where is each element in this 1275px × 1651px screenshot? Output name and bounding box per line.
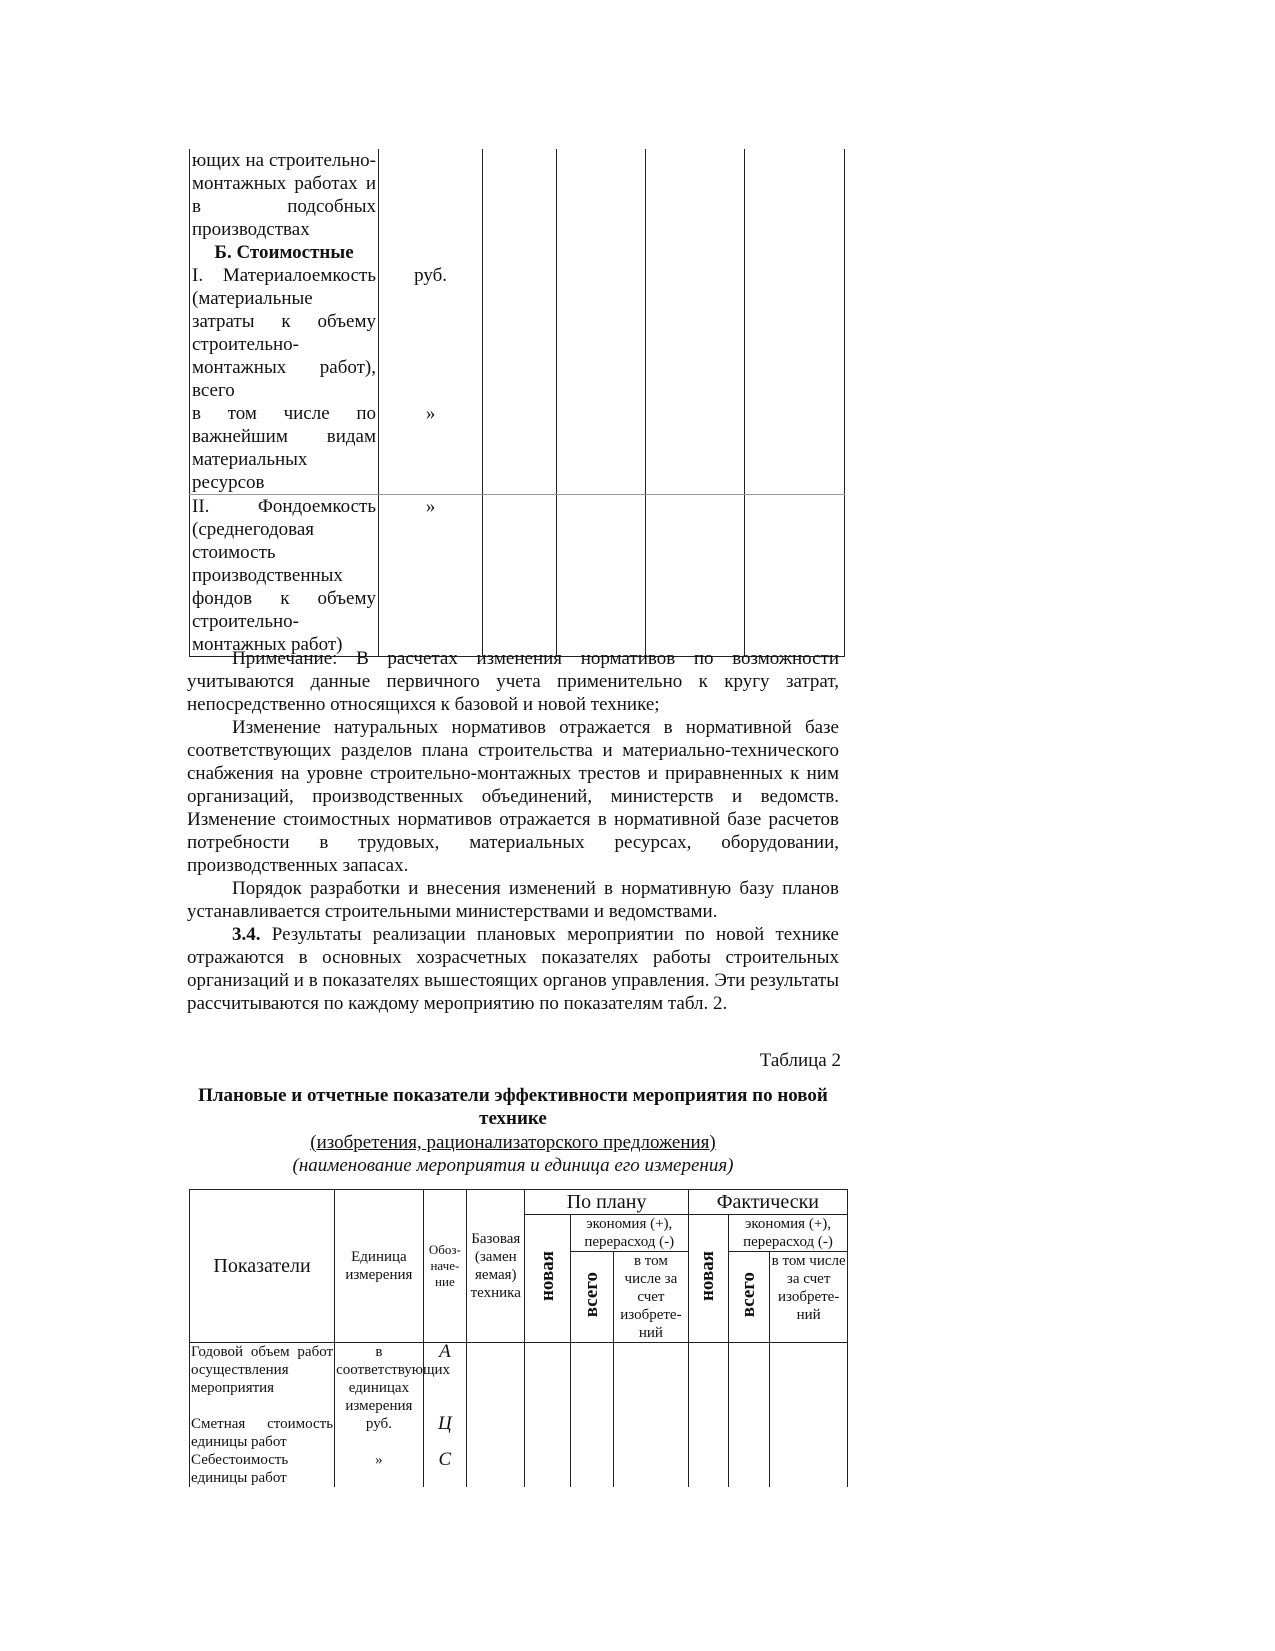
header-actual: Фактически [688, 1190, 847, 1215]
symbol: А [423, 1343, 466, 1416]
paragraph-text: Результаты реализации плановых мероприятии по новой технике отражаются в основных хозрасчетных показателях работы строительных организаций и в показателях вышестоящих органов управления. Эти результаты рассчитываются по каждому мероприятию по показателям табл. 2. [187, 924, 839, 1014]
header-actual-incl: в том числе за счет изобрете-ний [770, 1252, 848, 1343]
table-row [190, 149, 845, 241]
header-plan-economy: экономия (+), перерасход (-) [570, 1215, 688, 1252]
table-row [190, 1343, 848, 1416]
table-row [190, 402, 845, 495]
table-1-continuation [189, 149, 845, 657]
indicator-name: ющих на строительно-монтажных работах и в подсобных производствах [190, 149, 379, 241]
header-actual-economy: экономия (+), перерасход (-) [729, 1215, 848, 1252]
header-actual-total: всего [729, 1252, 770, 1343]
paragraph: Порядок разработки и внесения изменений в нормативную базу планов устанавливается строительными министерствами и ведомствами. [187, 878, 839, 922]
header-symbol: Обоз-наче-ние [423, 1190, 466, 1343]
indicator-name: Себестоимость единицы работ [190, 1451, 335, 1487]
unit: руб. [379, 264, 483, 402]
paragraph-section-3-4 [187, 923, 839, 1015]
body-text [187, 647, 839, 1015]
section-number: 3.4. [232, 924, 261, 945]
subject-text: (изобретения, рационализаторского предложения) [310, 1132, 716, 1153]
unit: руб. [335, 1415, 424, 1451]
table-subject [187, 1131, 839, 1154]
symbol: Ц [423, 1415, 466, 1451]
table-section-row [190, 241, 845, 264]
unit: » [379, 495, 483, 657]
header-plan: По плану [525, 1190, 688, 1215]
header-plan-new: новая [525, 1215, 570, 1343]
header-plan-total: всего [570, 1252, 613, 1343]
header-indicators: Показатели [190, 1190, 335, 1343]
indicator-name: в том числе по важнейшим видам материальных ресурсов [190, 402, 379, 495]
header-plan-incl: в том числе за счет изобрете-ний [614, 1252, 689, 1343]
header-base-tech: Базовая (замен яемая) техника [467, 1190, 525, 1343]
indicator-name: II. Фондоемкость (среднегодовая стоимость производственных фондов к объему строительно-монтажных работ) [190, 495, 379, 657]
table-2 [189, 1189, 848, 1487]
paragraph-note: Примечание: В расчетах изменения нормативов по возможности учитываются данные первичного учета применительно к кругу затрат, непосредственно относящихся к базовой и новой технике; [187, 648, 839, 715]
table-subject-note: (наименование мероприятия и единица его измерения) [292, 1155, 734, 1176]
table-row [190, 495, 845, 657]
section-heading: Б. Стоимостные [190, 241, 379, 264]
unit: » [379, 402, 483, 495]
table-row [190, 1451, 848, 1487]
indicator-name: Сметная стоимость единицы работ [191, 1416, 334, 1450]
indicator-name: I. Материалоемкость (материальные затраты к объему строительно-монтажных работ), всего [190, 264, 379, 402]
unit: в соответствующих единицах измерения [336, 1344, 451, 1414]
header-unit: Единица измерения [335, 1190, 424, 1343]
table-row [190, 264, 845, 402]
paragraph: Изменение натуральных нормативов отражается в нормативной базе соответствующих разделов плана строительства и материально-технического снабжения на уровне строительно-монтажных трестов и приравненных к ним организаций, производственных объединений, министерств и ведомств. Изменение стоимостных нормативов отражается в нормативной базе расчетов потребности в трудовых, материальных ресурсах, оборудовании, производственных запасах. [187, 717, 839, 876]
unit: » [335, 1451, 424, 1487]
table-title: Плановые и отчетные показатели эффективности мероприятия по новой технике [198, 1085, 828, 1129]
table-row [190, 1415, 848, 1451]
indicator-name: Годовой объем работ осуществления мероприятия [190, 1343, 335, 1416]
table-caption: Таблица 2 [759, 1050, 841, 1071]
unit [379, 149, 483, 241]
symbol: С [423, 1451, 466, 1487]
header-actual-new: новая [688, 1215, 728, 1343]
